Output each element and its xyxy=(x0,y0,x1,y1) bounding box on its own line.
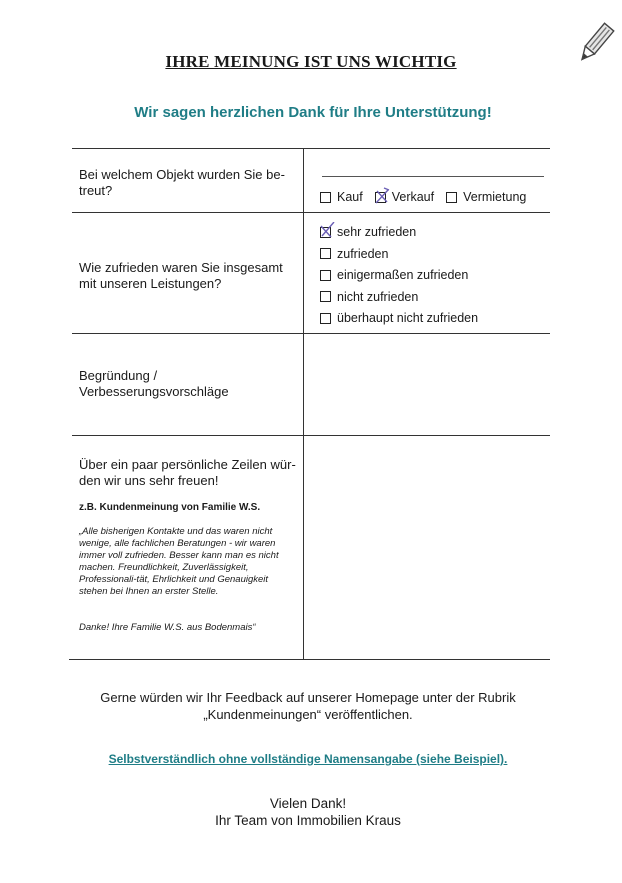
question-satisfaction-label: Wie zufrieden waren Sie insgesamt mit unseren Leistungen? xyxy=(79,260,283,291)
reason-answer-area[interactable] xyxy=(306,336,548,433)
option-ueberhaupt-nicht-zufrieden-label: überhaupt nicht zufrieden xyxy=(337,311,479,326)
example-testimonial: „Alle bisherigen Kontakte und das waren nicht wenige, alle fachlichen Beratungen - wir waren immer voll zufrieden. Besser kann man es nicht machen. Freundlichkeit, Zuverlässigkeit, Professionali-tät, Ehrlichkeit und Genauigkeit stehen bei Ihnen an erster Stelle. xyxy=(79,526,279,597)
checkbox-sehr-zufrieden[interactable] xyxy=(320,227,331,238)
pencil-icon xyxy=(573,20,617,68)
thanks-text: Vielen Dank! xyxy=(269,796,347,811)
personal-lines-answer-area[interactable] xyxy=(306,438,548,656)
checkbox-kauf[interactable] xyxy=(320,192,331,203)
page-title: IHRE MEINUNG IST UNS WICHTIG xyxy=(165,52,457,71)
row-divider-3 xyxy=(72,435,550,436)
option-nicht-zufrieden-label: nicht zufrieden xyxy=(337,289,419,304)
option-vermietung[interactable] xyxy=(446,190,526,204)
anonymity-note: Selbstverständlich ohne vollständige Namensangabe (siehe Beispiel). xyxy=(108,752,508,766)
satisfaction-options xyxy=(320,225,478,325)
checkbox-verkauf[interactable] xyxy=(375,192,386,203)
option-nicht-zufrieden[interactable] xyxy=(320,290,478,304)
option-kauf[interactable] xyxy=(320,190,363,204)
option-vermietung-label: Vermietung xyxy=(463,190,527,204)
option-verkauf[interactable] xyxy=(375,190,434,204)
row-divider-1 xyxy=(72,212,550,213)
option-sehr-zufrieden[interactable] xyxy=(320,225,478,239)
example-signature: Danke! Ihre Familie W.S. aus Bodenmais“ xyxy=(79,622,256,633)
object-answer-line[interactable] xyxy=(322,176,544,177)
option-zufrieden-label: zufrieden xyxy=(337,246,389,261)
table-bottom-line xyxy=(69,659,550,660)
object-options xyxy=(320,190,526,204)
checkbox-einigermassen-zufrieden[interactable] xyxy=(320,270,331,281)
question-reason-label: Begründung / Verbesserungsvorschläge xyxy=(79,368,229,399)
team-signature: Ihr Team von Immobilien Kraus xyxy=(215,813,401,828)
closing xyxy=(0,795,616,829)
subtitle: Wir sagen herzlichen Dank für Ihre Unterstützung! xyxy=(134,104,492,121)
example-title: z.B. Kundenmeinung von Familie W.S. xyxy=(79,502,261,513)
question-personal-lines-label: Über ein paar persönliche Zeilen wür-den wir uns sehr freuen! xyxy=(79,457,296,488)
footer-line-2: „Kundenmeinungen“ veröffentlichen. xyxy=(203,707,413,722)
question-object-label: Bei welchem Objekt wurden Sie be-treut? xyxy=(79,167,285,198)
table-top-line xyxy=(72,148,550,149)
row-divider-2 xyxy=(72,333,550,334)
option-einigermassen-zufrieden-label: einigermaßen zufrieden xyxy=(337,268,469,283)
option-ueberhaupt-nicht-zufrieden[interactable] xyxy=(320,311,478,325)
option-kauf-label: Kauf xyxy=(337,190,363,204)
cross-mark-icon xyxy=(319,222,335,240)
option-verkauf-label: Verkauf xyxy=(391,190,435,204)
footer-text xyxy=(0,689,616,723)
checkbox-vermietung[interactable] xyxy=(446,192,457,203)
checkbox-nicht-zufrieden[interactable] xyxy=(320,291,331,302)
checkbox-ueberhaupt-nicht-zufrieden[interactable] xyxy=(320,313,331,324)
option-einigermassen-zufrieden[interactable] xyxy=(320,268,478,282)
cross-mark-icon xyxy=(374,187,390,205)
option-sehr-zufrieden-label: sehr zufrieden xyxy=(337,225,417,239)
checkbox-zufrieden[interactable] xyxy=(320,248,331,259)
column-divider xyxy=(303,148,304,660)
option-zufrieden[interactable] xyxy=(320,247,478,261)
footer-line-1: Gerne würden wir Ihr Feedback auf unserer Homepage unter der Rubrik xyxy=(100,690,516,705)
